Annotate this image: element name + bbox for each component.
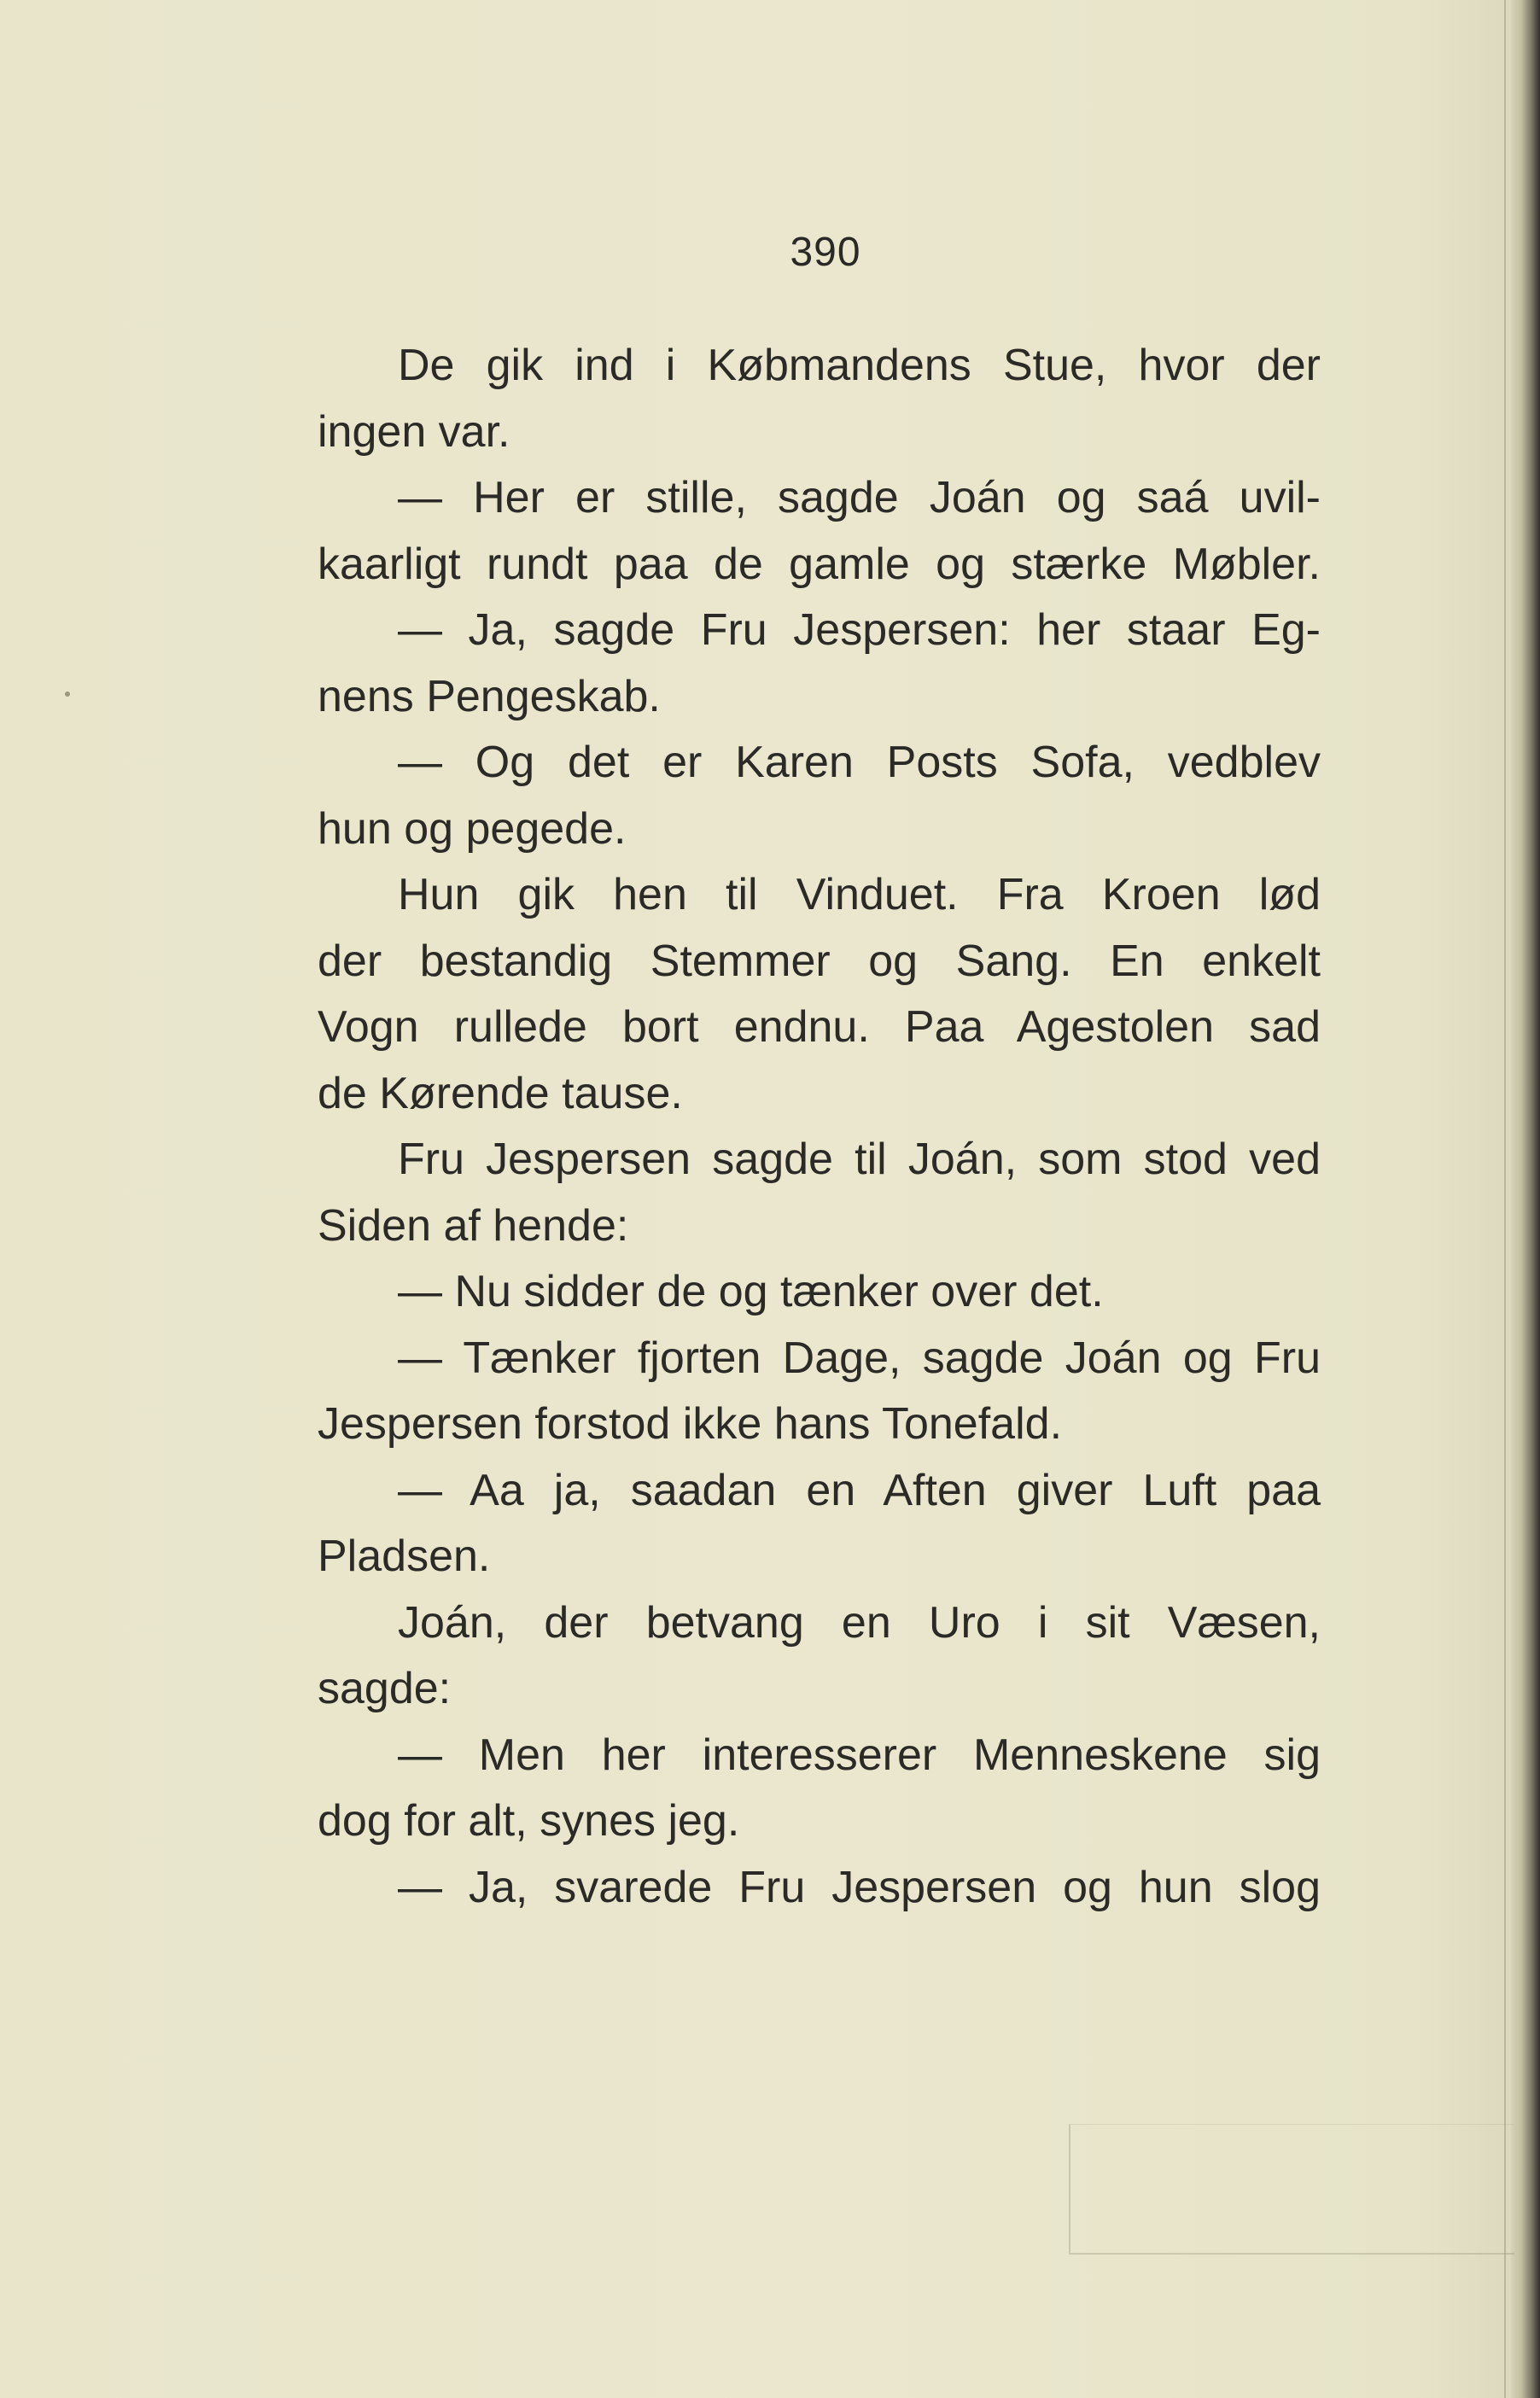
text-line: Pladsen. <box>318 1532 491 1581</box>
text-line: Hun gik hen til Vinduet. Fra Kroen lød <box>398 870 1321 919</box>
text-line: kaarligt rundt paa de gamle og stærke Møbler. <box>318 539 1321 589</box>
text-line: hun og pegede. <box>318 803 627 854</box>
text-line: — Ja, sagde Fru Jespersen: her staar Eg- <box>398 605 1321 655</box>
text-line: — Ja, svarede Fru Jespersen og hun slog <box>398 1862 1321 1912</box>
text-line: der bestandig Stemmer og Sang. En enkelt <box>318 936 1321 986</box>
text-line: de Kørende tause. <box>318 1068 683 1118</box>
text-line: — Her er stille, sagde Joán og saá uvil- <box>398 473 1321 522</box>
text-line: De gik ind i Købmandens Stue, hvor der <box>398 341 1321 390</box>
show-through-mark <box>1069 2124 1514 2255</box>
text-line: Vogn rullede bort endnu. Paa Agestolen sad <box>318 1002 1321 1052</box>
text-line: sagde: <box>318 1664 452 1713</box>
body-text <box>318 333 1321 1921</box>
text-line: — Tænker fjorten Dage, sagde Joán og Fru <box>398 1333 1321 1383</box>
text-line: — Men her interesserer Menneskene sig <box>398 1730 1321 1780</box>
text-line: Siden af hende: <box>318 1200 629 1251</box>
text-line: — Og det er Karen Posts Sofa, vedblev <box>398 738 1321 787</box>
text-line: Fru Jespersen sagde til Joán, som stod ved <box>398 1135 1321 1184</box>
text-line: Jespersen forstod ikke hans Tonefald. <box>318 1399 1063 1449</box>
book-spine-shadow <box>1511 0 1540 2398</box>
text-line: — Nu sidder de og tænker over det. <box>398 1267 1104 1316</box>
text-line: dog for alt, synes jeg. <box>318 1796 740 1846</box>
page-fold-line <box>1504 0 1506 2398</box>
page-number: 390 <box>790 230 861 275</box>
text-line: ingen var. <box>318 406 510 457</box>
text-line: — Aa ja, saadan en Aften giver Luft paa <box>398 1465 1321 1515</box>
paper-speck <box>65 691 70 697</box>
text-line: nens Pengeskab. <box>318 671 661 721</box>
text-line: Joán, der betvang en Uro i sit Væsen, <box>398 1597 1321 1648</box>
